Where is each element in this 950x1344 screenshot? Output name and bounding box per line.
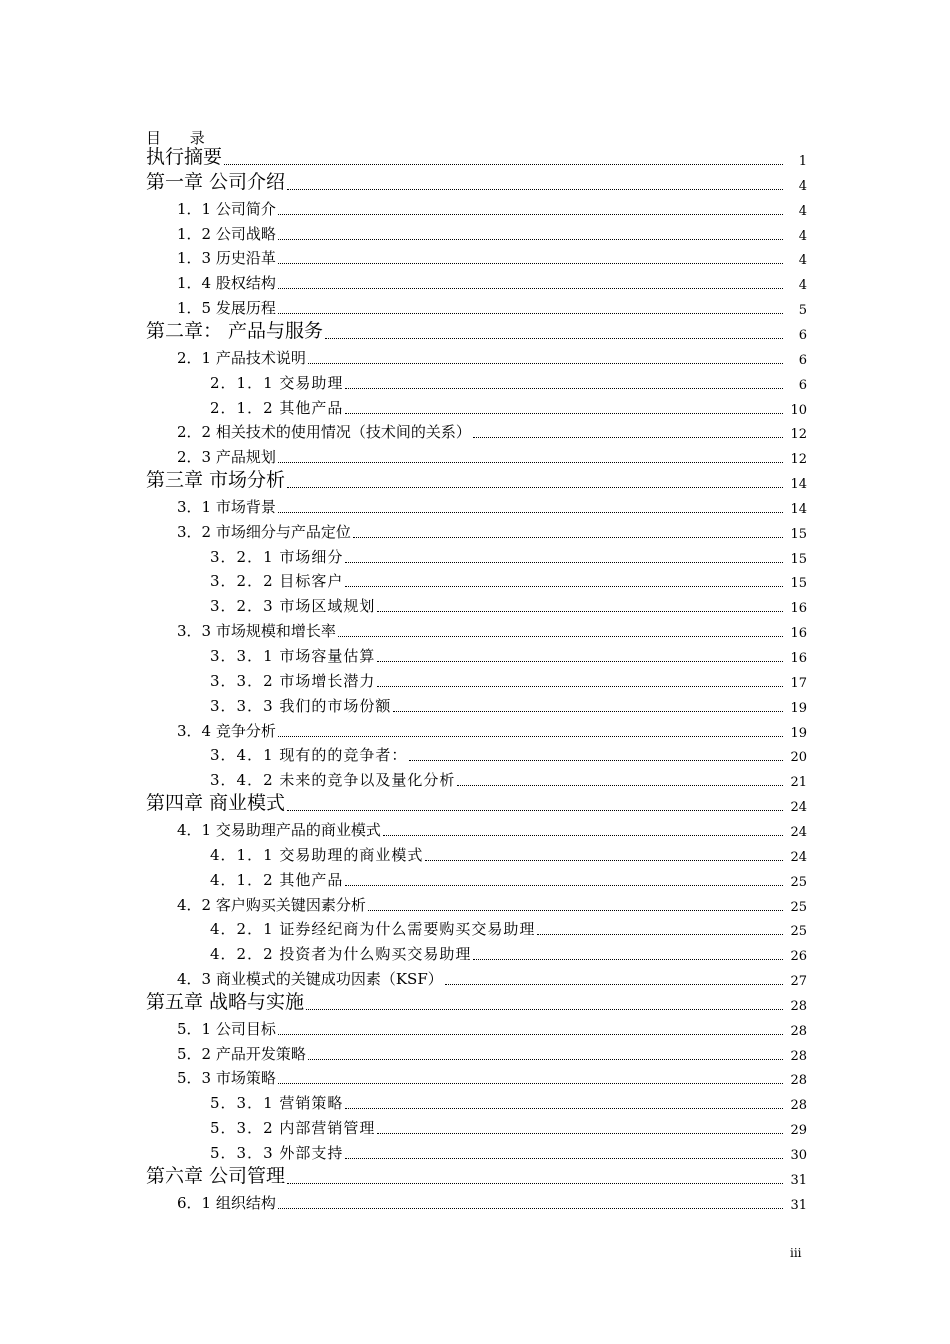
dot-leader [537, 934, 783, 935]
toc-entry[interactable] [210, 869, 807, 893]
toc-entry-label: 4．1 交易助理产品的商业模式 [177, 820, 381, 839]
toc-entry[interactable] [177, 496, 807, 520]
toc-entry-page: 21 [790, 775, 807, 791]
dot-leader [278, 736, 783, 737]
dot-leader [306, 1009, 783, 1010]
dot-leader [377, 686, 783, 687]
dot-leader [345, 885, 783, 886]
toc-entry-label: 4．3 商业模式的关键成功因素（KSF） [177, 970, 443, 989]
dot-leader [368, 910, 783, 911]
dot-leader [457, 785, 783, 786]
toc-entry-label: 3．4．1 现有的的竞争者： [210, 746, 408, 765]
toc-entry-page: 26 [790, 949, 807, 965]
toc-entry[interactable] [146, 471, 807, 495]
toc-entry[interactable] [177, 223, 807, 247]
dot-leader [278, 512, 783, 513]
toc-entry-page: 19 [790, 725, 807, 741]
dot-leader [278, 1208, 783, 1209]
toc-entry-page: 4 [798, 253, 807, 269]
dot-leader [425, 860, 783, 861]
toc-entry[interactable] [177, 347, 807, 371]
toc-entry-page: 24 [790, 800, 807, 816]
dot-leader [345, 413, 783, 414]
toc-entry-page: 20 [790, 750, 807, 766]
dot-leader [445, 984, 783, 985]
toc-entry[interactable] [177, 720, 807, 744]
toc-entry-page: 12 [790, 452, 807, 468]
toc-entry-label: 3．3．3 我们的市场份额 [210, 696, 392, 715]
toc-entry-label: 执行摘要 [146, 146, 223, 168]
toc-entry[interactable] [210, 1142, 807, 1166]
toc-entry-label: 3．2．2 目标客户 [210, 572, 344, 591]
toc-entry-page: 28 [790, 1048, 807, 1064]
toc-entry-label: 4．2．2 投资者为什么购买交易助理 [210, 945, 472, 964]
toc-entry[interactable] [210, 744, 807, 768]
toc-entry-page: 4 [798, 178, 807, 194]
toc-entry-page: 25 [790, 899, 807, 915]
toc-entry-label: 3．3 市场规模和增长率 [177, 622, 336, 641]
toc-entry-label: 3．4 竞争分析 [177, 721, 276, 740]
dot-leader [473, 959, 783, 960]
dot-leader [377, 1133, 783, 1134]
toc-entry[interactable] [210, 769, 807, 793]
toc-entry-page: 16 [790, 601, 807, 617]
toc-entry[interactable] [210, 546, 807, 570]
toc-entry[interactable] [210, 1092, 807, 1116]
toc-entry-label: 第四章 商业模式 [146, 792, 286, 815]
toc-entry-label: 第二章： 产品与服务 [146, 319, 324, 342]
toc-entry[interactable] [210, 1117, 807, 1141]
toc-entry-page: 31 [790, 1197, 807, 1213]
dot-leader [308, 1059, 783, 1060]
toc-entry-label: 3．2 市场细分与产品定位 [177, 522, 351, 541]
toc-entry-page: 5 [798, 303, 807, 319]
dot-leader [345, 1158, 783, 1159]
toc-entry-page: 12 [790, 427, 807, 443]
toc-entry[interactable] [146, 1164, 807, 1191]
dot-leader [278, 214, 783, 215]
toc-entry[interactable] [177, 1067, 807, 1091]
toc-entry-label: 2．1．2 其他产品 [210, 398, 344, 417]
toc-entry[interactable] [210, 595, 807, 619]
dot-leader [278, 239, 783, 240]
toc-entry[interactable] [177, 819, 807, 843]
toc-entry-label: 3．2．1 市场细分 [210, 547, 344, 566]
toc-entry-page: 15 [790, 551, 807, 567]
dot-leader [287, 487, 783, 488]
toc-entry-page: 28 [790, 1073, 807, 1089]
toc-entry[interactable] [177, 1043, 807, 1067]
dot-leader [345, 562, 783, 563]
toc-entry-page: 4 [798, 203, 807, 219]
dot-leader [338, 636, 783, 637]
toc-entry[interactable] [210, 943, 807, 967]
toc-entry[interactable] [177, 421, 807, 445]
dot-leader [345, 1108, 783, 1109]
toc-entry-label: 2．2 相关技术的使用情况（技术间的关系） [177, 423, 471, 442]
toc-entry-page: 15 [790, 576, 807, 592]
dot-leader [308, 363, 783, 364]
toc-entry[interactable] [210, 570, 807, 594]
toc-entry[interactable] [177, 620, 807, 644]
dot-leader [377, 611, 783, 612]
toc-entry-page: 25 [790, 924, 807, 940]
footer-page-number: iii [790, 1246, 802, 1260]
toc-entry-page: 31 [790, 1172, 807, 1188]
toc-entry-label: 第六章 公司管理 [146, 1164, 286, 1187]
dot-leader [278, 288, 783, 289]
toc-entry-label: 1．1 公司简介 [177, 199, 276, 218]
dot-leader [393, 711, 783, 712]
toc-entry[interactable] [210, 372, 807, 396]
toc-entry[interactable] [210, 844, 807, 868]
toc-entry-page: 24 [790, 824, 807, 840]
toc-entry-label: 5．3．1 营销策略 [210, 1094, 344, 1113]
toc-entry[interactable] [146, 319, 807, 346]
toc-entry[interactable] [177, 894, 807, 918]
toc-entry[interactable] [210, 695, 807, 719]
toc-entry-label: 5．3．3 外部支持 [210, 1144, 344, 1162]
toc-entry-page: 6 [798, 352, 807, 368]
dot-leader [287, 189, 783, 190]
dot-leader [224, 164, 783, 165]
toc-entry-label: 4．1．1 交易助理的商业模式 [210, 845, 424, 864]
toc-entry[interactable] [210, 397, 807, 421]
toc-entry-label: 4．2 客户购买关键因素分析 [177, 895, 366, 914]
toc-entry-page: 17 [790, 675, 807, 691]
toc-entry[interactable] [177, 247, 807, 271]
toc-entry-page: 24 [790, 849, 807, 865]
toc-entry[interactable] [177, 1018, 807, 1042]
toc-entry-label: 5．2 产品开发策略 [177, 1044, 306, 1063]
toc-entry[interactable] [177, 1192, 807, 1216]
toc-entry-label: 2．1．1 交易助理 [210, 373, 344, 392]
toc-entry-label: 第三章 市场分析 [146, 469, 286, 492]
toc-entry-page: 4 [798, 228, 807, 244]
toc-entry-label: 5．3 市场策略 [177, 1069, 276, 1088]
toc-entry[interactable] [210, 645, 807, 669]
dot-leader [473, 437, 783, 438]
toc-entry-page: 28 [790, 1098, 807, 1114]
toc-entry[interactable] [146, 990, 807, 1017]
toc-entry[interactable] [177, 521, 807, 545]
toc-entry-page: 16 [790, 651, 807, 666]
toc-entry[interactable] [210, 918, 807, 942]
dot-leader [278, 1034, 783, 1035]
toc-entry-label: 1．3 历史沿革 [177, 249, 276, 268]
toc-entry-label: 5．1 公司目标 [177, 1019, 276, 1038]
toc-entry-label: 4．1．2 其他产品 [210, 870, 344, 889]
dot-leader [345, 388, 783, 389]
toc-entry-label: 3．3．2 市场增长潜力 [210, 671, 376, 690]
toc-entry-page: 15 [790, 526, 807, 542]
page-title: 目 录 [146, 129, 217, 147]
toc-entry-label: 3．4．2 未来的竞争以及量化分析 [210, 771, 456, 790]
toc-entry-label: 3．2．3 市场区域规划 [210, 597, 376, 616]
toc-entry-page: 19 [790, 700, 807, 716]
toc-entry-label: 6．1 组织结构 [177, 1193, 276, 1212]
toc-entry-label: 1．5 发展历程 [177, 299, 276, 318]
toc-entry-label: 1．2 公司战略 [177, 224, 276, 243]
toc-entry-page: 30 [790, 1148, 807, 1163]
toc-entry[interactable] [146, 170, 807, 197]
dot-leader [287, 810, 783, 811]
toc-entry-label: 5．3．2 内部营销管理 [210, 1119, 376, 1138]
dot-leader [278, 263, 783, 264]
toc-entry-page: 6 [798, 377, 807, 393]
dot-leader [287, 1183, 783, 1184]
dot-leader [325, 338, 783, 339]
toc-entry[interactable] [146, 794, 807, 818]
dot-leader [409, 760, 783, 761]
dot-leader [278, 313, 783, 314]
dot-leader [278, 462, 783, 463]
toc-entry[interactable] [177, 272, 807, 296]
toc-entry-page: 16 [790, 626, 807, 642]
toc-entry-page: 14 [790, 501, 807, 517]
toc-entry-page: 28 [790, 998, 807, 1014]
dot-leader [353, 537, 783, 538]
toc-entry-label: 第五章 战略与实施 [146, 990, 305, 1013]
toc-entry-page: 29 [790, 1123, 807, 1139]
toc-entry-page: 28 [790, 1023, 807, 1039]
toc-entry-label: 4．2．1 证券经纪商为什么需要购买交易助理 [210, 920, 536, 939]
dot-leader [383, 835, 783, 836]
dot-leader [377, 661, 783, 662]
toc-entry-page: 10 [790, 402, 807, 418]
toc-entry-label: 2．1 产品技术说明 [177, 348, 306, 367]
toc-entry[interactable] [210, 670, 807, 694]
toc-entry-page: 27 [790, 974, 807, 990]
toc-entry-label: 1．4 股权结构 [177, 274, 276, 293]
toc-entry-page: 6 [798, 327, 807, 343]
dot-leader [345, 586, 783, 587]
toc-entry-page: 14 [790, 477, 807, 493]
toc-entry-label: 3．1 市场背景 [177, 497, 276, 516]
toc-entry-page: 25 [790, 874, 807, 890]
toc-entry-label: 3．3．1 市场容量估算 [210, 647, 376, 665]
toc-entry-page: 1 [798, 154, 807, 169]
dot-leader [278, 1083, 783, 1084]
toc-entry-label: 2．3 产品规划 [177, 448, 276, 467]
toc-entry-label: 第一章 公司介绍 [146, 170, 286, 193]
toc-entry[interactable] [177, 198, 807, 222]
toc-entry-page: 4 [798, 278, 807, 294]
